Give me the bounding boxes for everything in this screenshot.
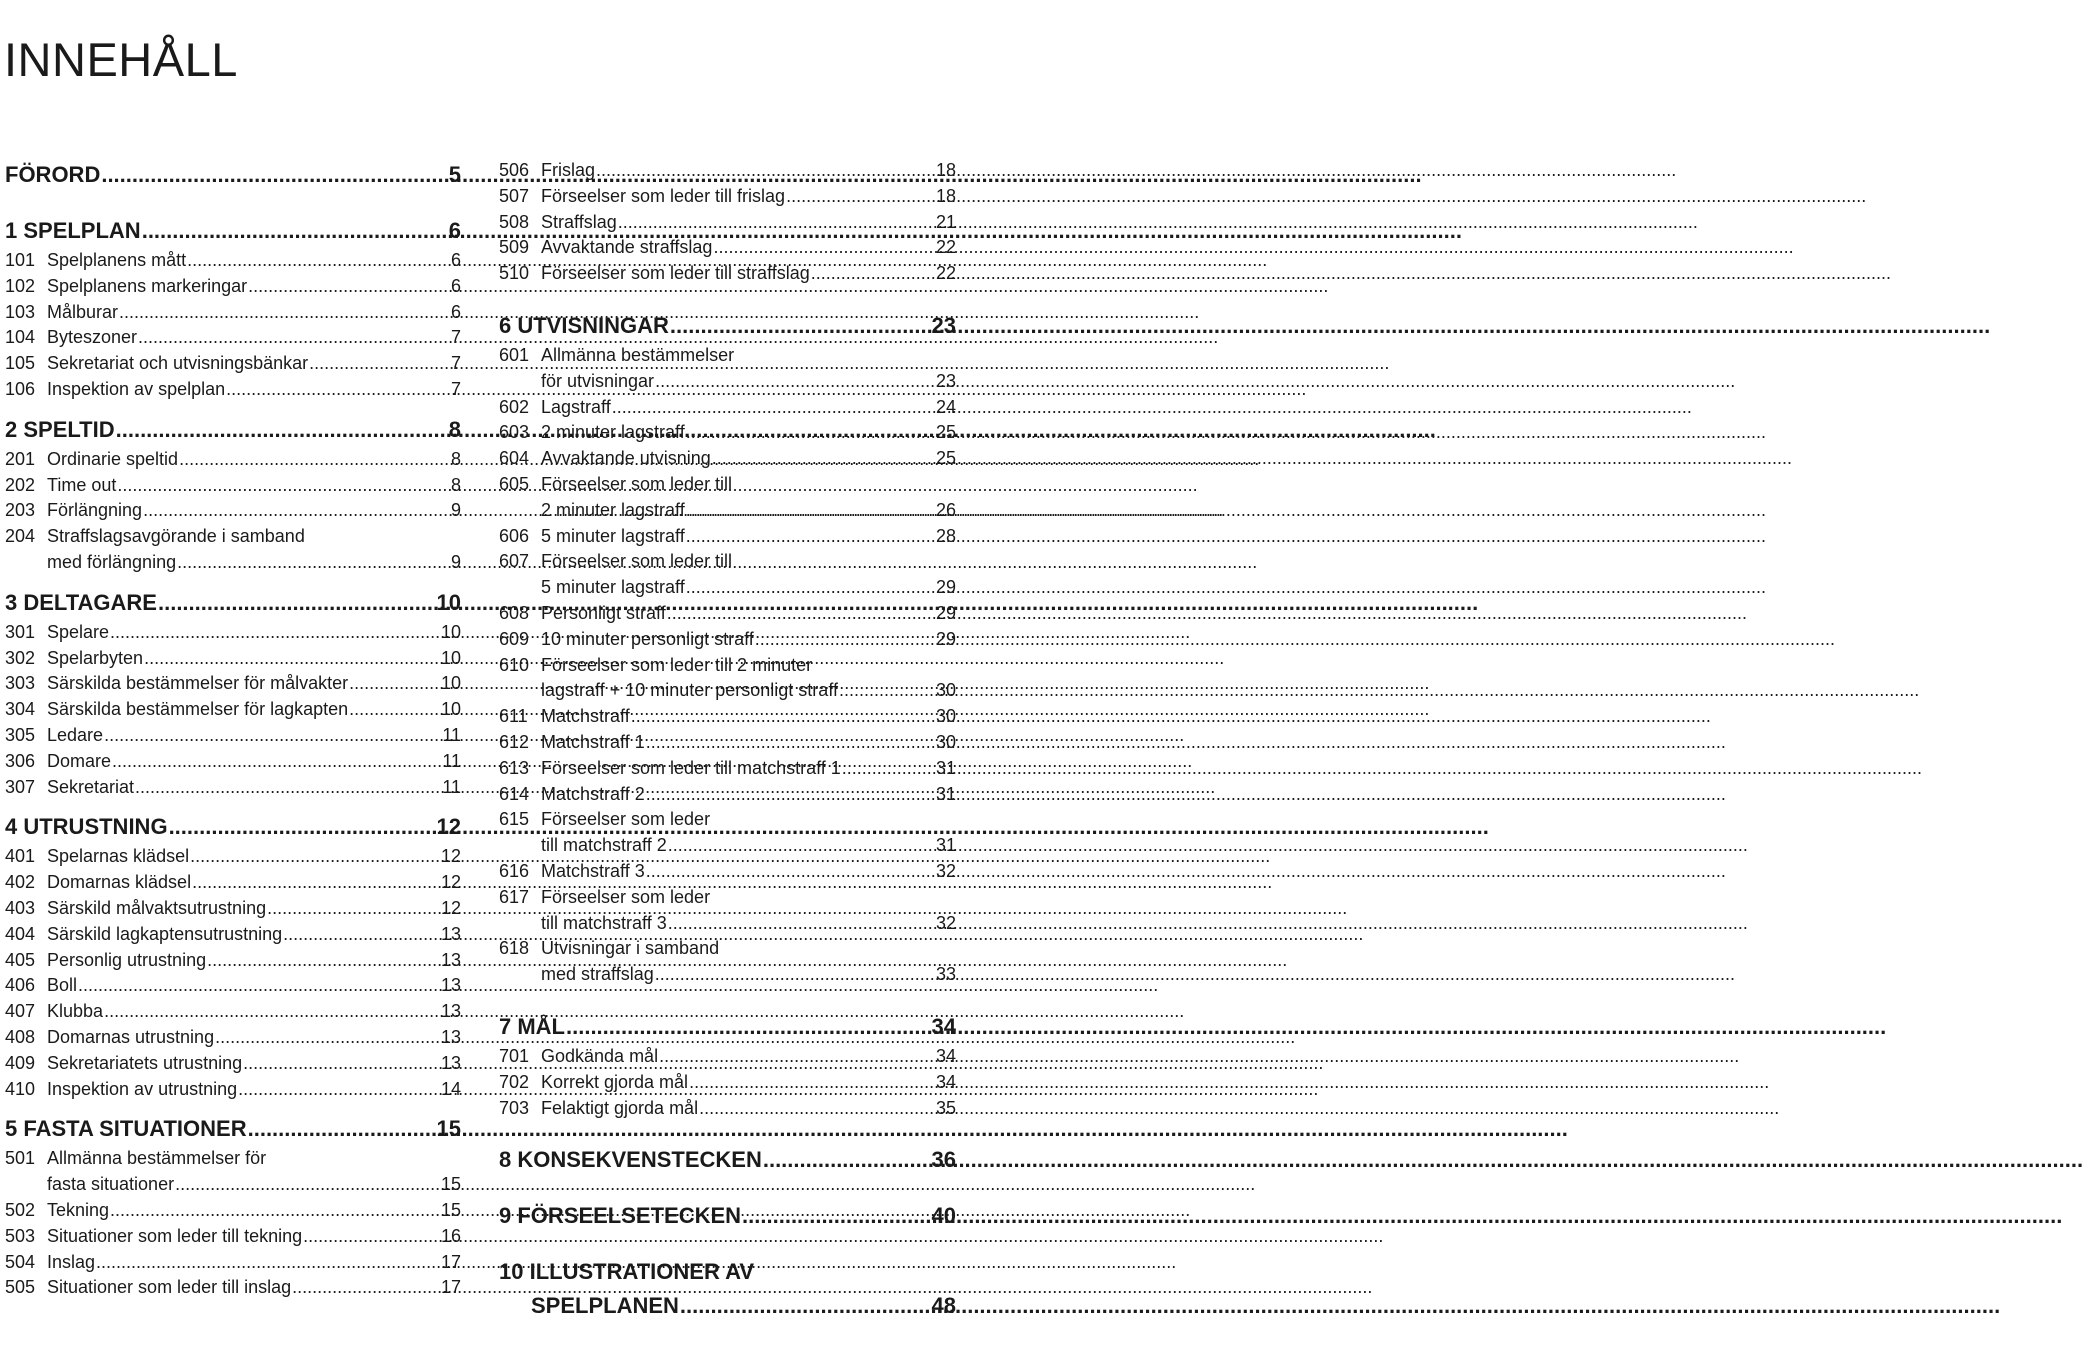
toc-item-618-cont[interactable]: med straffslag ..... 33 — [499, 962, 956, 988]
toc-item-403[interactable]: 403 Särskild målvaktsutrustning ..... 12 — [5, 896, 461, 922]
toc-item-305[interactable]: 305 Ledare ..... 11 — [5, 723, 461, 749]
toc-item-614[interactable]: 614 Matchstraff 2 ..... 31 — [499, 782, 956, 808]
toc-section-1[interactable] — [5, 214, 461, 248]
page-number: 5 — [448, 162, 461, 187]
toc-item-503[interactable]: 503 Situationer som leder till tekning ..... 16 — [5, 1224, 461, 1250]
section-title: 9 FÖRSEELSETECKEN — [499, 1203, 742, 1229]
toc-section-8[interactable] — [499, 1143, 956, 1177]
toc-section-3[interactable] — [5, 586, 461, 620]
toc-item-610-cont[interactable]: lagstraff + 10 minuter personligt straff ..... 30 — [499, 678, 956, 704]
page-title: INNEHÅLL — [4, 33, 238, 87]
page-number: 48 — [931, 1293, 956, 1319]
section-title: 3 DELTAGARE — [5, 589, 157, 615]
page-number: 23 — [931, 312, 956, 338]
toc-item-510[interactable]: 510 Förseelser som leder till straffslag ..... 22 — [499, 261, 956, 287]
toc-item-617[interactable]: 617 Förseelser som leder — [499, 886, 711, 907]
page-number: 8 — [448, 416, 461, 442]
page-number: 40 — [931, 1203, 956, 1229]
toc-section-6[interactable] — [499, 309, 956, 343]
toc-item-405[interactable]: 405 Personlig utrustning ..... 13 — [5, 948, 461, 974]
page-number: 12 — [436, 814, 461, 840]
toc-item-502[interactable]: 502 Tekning ..... 15 — [5, 1198, 461, 1224]
toc-item-601-cont[interactable]: för utvisningar ..... 23 — [499, 369, 956, 395]
toc-item-616[interactable]: 616 Matchstraff 3 ..... 32 — [499, 859, 956, 885]
toc-item-509[interactable]: 509 Avvaktande straffslag ..... 22 — [499, 235, 956, 261]
toc-item-105[interactable]: 105 Sekretariat och utvisningsbänkar ..... 7 — [5, 351, 461, 377]
toc-item-601[interactable]: 601 Allmänna bestämmelser — [499, 344, 735, 365]
toc-item-702[interactable]: 702 Korrekt gjorda mål ..... 34 — [499, 1070, 956, 1096]
toc-section-9[interactable] — [499, 1199, 956, 1233]
toc-item-506[interactable]: 506 Frislag ..... 18 — [499, 158, 956, 184]
toc-item-507[interactable]: 507 Förseelser som leder till frislag ..... 18 — [499, 184, 956, 210]
toc-item-606[interactable]: 606 5 minuter lagstraff ..... 28 — [499, 524, 956, 550]
toc-item-203[interactable]: 203 Förlängning ..... 9 — [5, 498, 461, 524]
toc-item-406[interactable]: 406 Boll ..... 13 — [5, 973, 461, 999]
toc-column-left — [5, 158, 461, 1301]
toc-section-7[interactable] — [499, 1010, 956, 1044]
toc-item-104[interactable]: 104 Byteszoner ..... 7 — [5, 325, 461, 351]
toc-item-607-cont[interactable]: 5 minuter lagstraff ..... 29 — [499, 575, 956, 601]
toc-item-605-cont[interactable]: 2 minuter lagstraff ..... 26 — [499, 498, 956, 524]
toc-item-306[interactable]: 306 Domare ..... 11 — [5, 749, 461, 775]
toc-item-101[interactable]: 101 Spelplanens mått ..... 6 — [5, 248, 461, 274]
toc-section-foro[interactable] — [5, 158, 461, 192]
section-title: FÖRORD — [5, 162, 101, 187]
toc-item-409[interactable]: 409 Sekretariatets utrustning ..... 13 — [5, 1051, 461, 1077]
toc-item-202[interactable]: 202 Time out ..... 8 — [5, 473, 461, 499]
page-number: 34 — [931, 1013, 956, 1039]
toc-item-402[interactable]: 402 Domarnas klädsel ..... 12 — [5, 870, 461, 896]
toc-section-5[interactable] — [5, 1112, 461, 1146]
toc-item-605[interactable]: 605 Förseelser som leder till — [499, 473, 733, 494]
toc-item-303[interactable]: 303 Särskilda bestämmelser för målvakter ..... 10 — [5, 671, 461, 697]
toc-item-505[interactable]: 505 Situationer som leder till inslag ..... 17 — [5, 1275, 461, 1301]
toc-item-610[interactable]: 610 Förseelser som leder till 2 minuter — [499, 654, 813, 675]
toc-item-204[interactable]: 204 Straffslagsavgörande i samband — [5, 526, 305, 547]
toc-item-611[interactable]: 611 Matchstraff ..... 30 — [499, 704, 956, 730]
section-title: 1 SPELPLAN — [5, 218, 141, 243]
toc-item-612[interactable]: 612 Matchstraff 1 ..... 30 — [499, 730, 956, 756]
page-number: 36 — [931, 1147, 956, 1173]
toc-item-102[interactable]: 102 Spelplanens markeringar ..... 6 — [5, 274, 461, 300]
toc-item-407[interactable]: 407 Klubba ..... 13 — [5, 999, 461, 1025]
toc-item-615[interactable]: 615 Förseelser som leder — [499, 809, 711, 830]
toc-item-204-cont[interactable]: med förlängning ..... 9 — [5, 550, 461, 576]
toc-item-103[interactable]: 103 Målburar ..... 6 — [5, 300, 461, 326]
section-title: 10 ILLUSTRATIONER AV — [499, 1259, 755, 1285]
toc-section-10[interactable] — [499, 1255, 956, 1323]
section-title: 6 UTVISNINGAR — [499, 312, 669, 338]
toc-item-604[interactable]: 604 Avvaktande utvisning ..... 25 — [499, 446, 956, 472]
toc-item-608[interactable]: 608 Personligt straff ..... 29 — [499, 601, 956, 627]
toc-item-609[interactable]: 609 10 minuter personligt straff ..... 29 — [499, 627, 956, 653]
toc-item-617-cont[interactable]: till matchstraff 3 ..... 32 — [499, 911, 956, 937]
page-number: 15 — [436, 1116, 461, 1142]
toc-column-right — [499, 158, 956, 1323]
toc-item-410[interactable]: 410 Inspektion av utrustning ..... 14 — [5, 1077, 461, 1103]
toc-item-304[interactable]: 304 Särskilda bestämmelser för lagkapten ..... 10 — [5, 697, 461, 723]
page-number: 10 — [436, 589, 461, 615]
toc-item-603[interactable]: 603 2 minuter lagstraff ..... 25 — [499, 420, 956, 446]
toc-item-404[interactable]: 404 Särskild lagkaptensutrustning ..... 13 — [5, 922, 461, 948]
section-title: 2 SPELTID — [5, 416, 115, 442]
toc-item-607[interactable]: 607 Förseelser som leder till — [499, 551, 733, 572]
toc-section-2[interactable] — [5, 413, 461, 447]
toc-item-301[interactable]: 301 Spelare ..... 10 — [5, 620, 461, 646]
toc-item-201[interactable]: 201 Ordinarie speltid ..... 8 — [5, 447, 461, 473]
page-number: 6 — [448, 218, 461, 243]
toc-item-701[interactable]: 701 Godkända mål ..... 34 — [499, 1044, 956, 1070]
section-title-cont: SPELPLANEN — [531, 1293, 679, 1319]
toc-item-618[interactable]: 618 Utvisningar i samband — [499, 938, 720, 959]
section-title: 8 KONSEKVENSTECKEN — [499, 1147, 762, 1173]
toc-item-602[interactable]: 602 Lagstraff ..... 24 — [499, 395, 956, 421]
section-title: 7 MÅL — [499, 1013, 565, 1039]
toc-item-401[interactable]: 401 Spelarnas klädsel ..... 12 — [5, 844, 461, 870]
section-title: 4 UTRUSTNING — [5, 814, 168, 840]
toc-item-501-cont[interactable]: fasta situationer ..... 15 — [5, 1172, 461, 1198]
toc-item-501[interactable]: 501 Allmänna bestämmelser för — [5, 1148, 267, 1169]
section-title: 5 FASTA SITUATIONER — [5, 1116, 247, 1142]
toc-item-508[interactable]: 508 Straffslag ..... 21 — [499, 210, 956, 236]
toc-item-615-cont[interactable]: till matchstraff 2 ..... 31 — [499, 833, 956, 859]
toc-item-106[interactable]: 106 Inspektion av spelplan ..... 7 — [5, 377, 461, 403]
toc-item-504[interactable]: 504 Inslag ..... 17 — [5, 1250, 461, 1276]
toc-item-307[interactable]: 307 Sekretariat ..... 11 — [5, 775, 461, 801]
toc-item-703[interactable]: 703 Felaktigt gjorda mål ..... 35 — [499, 1096, 956, 1122]
toc-item-613[interactable]: 613 Förseelser som leder till matchstraff 1 ..... 31 — [499, 756, 956, 782]
toc-item-302[interactable]: 302 Spelarbyten ..... 10 — [5, 646, 461, 672]
toc-section-4[interactable] — [5, 810, 461, 844]
toc-item-408[interactable]: 408 Domarnas utrustning ..... 13 — [5, 1025, 461, 1051]
